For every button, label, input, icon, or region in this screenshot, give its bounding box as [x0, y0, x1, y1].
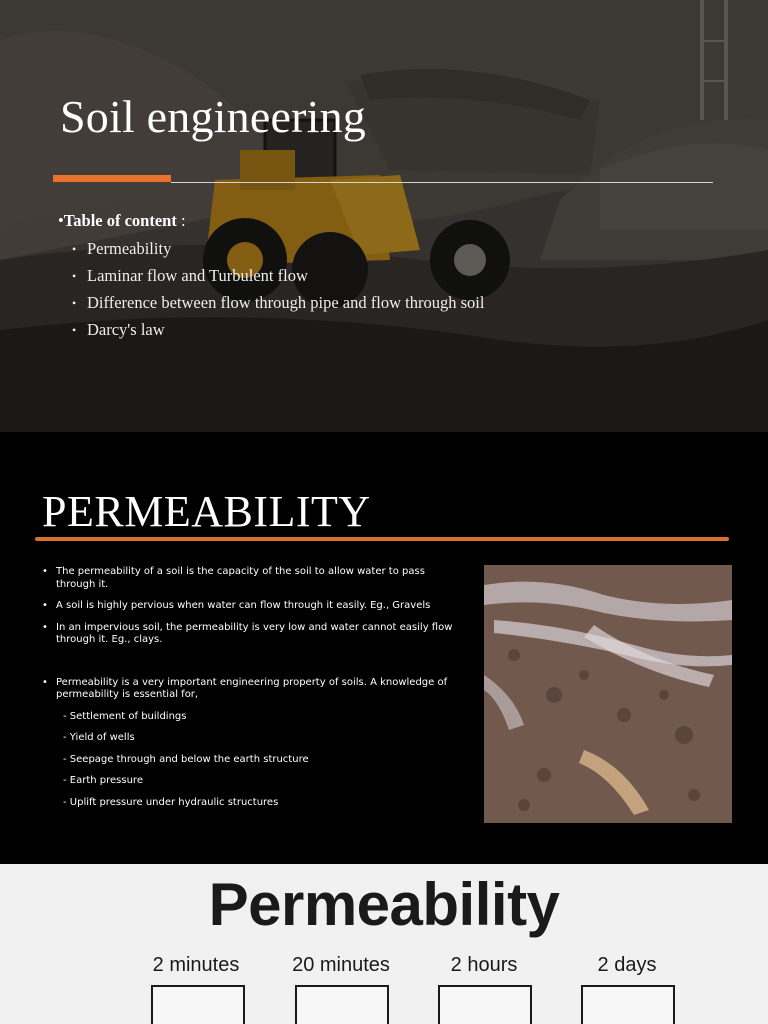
toc-item-label: Permeability — [87, 239, 172, 258]
bullet-icon: • — [42, 566, 48, 577]
title-accent-bar — [53, 175, 171, 182]
bullet-item — [42, 600, 462, 613]
sub-item: - Uplift pressure under hydraulic structures — [63, 796, 279, 808]
bullet-text: The permeability of a soil is the capacity of the soil to allow water to pass through it. — [56, 566, 425, 590]
toc-heading-colon: : — [180, 211, 186, 230]
slide-permeability-diagram — [0, 864, 768, 1024]
toc-item-label: Difference between flow through pipe and flow through soil — [87, 293, 485, 312]
bullet-text: Permeability is a very important engineering property of soils. A knowledge of permeability is essential for, — [56, 676, 448, 700]
toc-item — [72, 238, 484, 265]
slide-heading: PERMEABILITY — [42, 487, 371, 536]
toc-heading-bullet: • — [58, 211, 64, 230]
sub-item: - Settlement of buildings — [63, 710, 187, 722]
bullet-icon: • — [72, 296, 77, 310]
table-of-content-heading — [58, 211, 186, 231]
bullet-list — [42, 566, 462, 809]
time-label: 2 hours — [450, 954, 518, 976]
table-of-content-list — [72, 238, 484, 346]
bullet-icon: • — [42, 676, 48, 688]
toc-item — [72, 292, 484, 319]
soil-sample-box — [581, 985, 675, 1024]
toc-item-label: Darcy's law — [87, 320, 165, 339]
slide-title — [0, 0, 768, 432]
slide-permeability — [0, 432, 768, 864]
soil-sample-box — [295, 985, 389, 1024]
toc-item-label: Laminar flow and Turbulent flow — [87, 266, 308, 285]
sub-item: - Yield of wells — [63, 732, 135, 743]
toc-item — [72, 319, 484, 346]
toc-item — [72, 265, 484, 292]
soil-sample-box — [438, 985, 532, 1024]
bullet-item — [42, 677, 462, 702]
slide-title-text: Soil engineering — [60, 91, 366, 142]
bullet-icon: • — [72, 323, 77, 337]
time-label: 20 minutes — [292, 954, 390, 976]
bullet-icon: • — [42, 621, 48, 633]
bullet-icon: • — [72, 269, 77, 283]
sub-item: - Earth pressure — [63, 775, 143, 786]
bullet-icon: • — [42, 600, 48, 611]
bullet-item — [42, 566, 462, 591]
bullet-item — [42, 622, 462, 647]
bullet-text: A soil is highly pervious when water can flow through it easily. Eg., Gravels — [56, 600, 431, 611]
toc-heading-label: Table of content — [63, 211, 177, 230]
bullet-text: In an impervious soil, the permeability is very low and water cannot easily flow through it. Eg., clays. — [56, 621, 453, 645]
heading-underline — [35, 537, 729, 541]
time-label: 2 minutes — [152, 954, 240, 976]
soil-sample-box — [151, 985, 245, 1024]
time-label: 2 days — [597, 954, 657, 976]
diagram-title: Permeability — [208, 871, 560, 938]
title-divider-line — [171, 182, 713, 183]
sub-item: - Seepage through and below the earth structure — [63, 753, 309, 765]
muddy-field-photo — [484, 565, 732, 823]
bullet-icon: • — [72, 242, 77, 256]
